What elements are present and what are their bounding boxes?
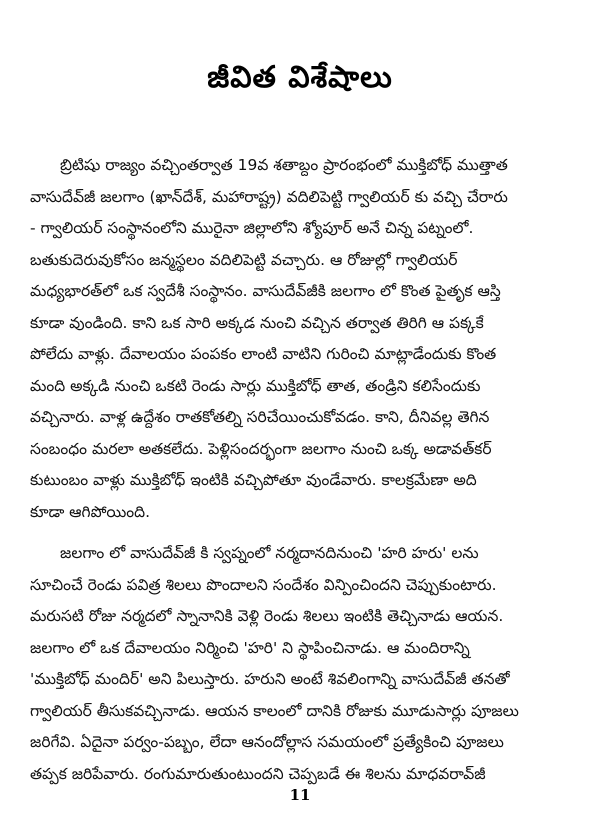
text-line: సంబంధం మరలా అతకలేదు. పెళ్లిసందర్భంగా జలగాం నుంచి ఒక్క అడావత్‌కర్ bbox=[30, 439, 492, 458]
text-line: సూచించే రెండు పవిత్ర శిలలు పొందాలని సందేశం విన్పించిందని చెప్పుకుంటారు. bbox=[30, 575, 497, 594]
text-line: జలగాం లో వాసుదేవ్‌జీ కి స్వప్నంలో నర్మదానదినుంచి 'హరి హరు' లను bbox=[60, 544, 479, 562]
text-line: వచ్చినారు. వాళ్ల ఉద్దేశం రాతకోతల్ని సరిచేయించుకోవడం. కాని, దీనివల్ల తెగిన bbox=[30, 408, 490, 426]
text-line: మంది అక్కడి నుంచి ఒకటి రెండు సార్లు ముక్తిబోధ్ తాత, తండ్రిని కలిసేందుకు bbox=[30, 376, 481, 395]
text-line: బ్రిటిషు రాజ్యం వచ్చింతర్వాత 19వ శతాబ్దం ప్రారంభంలో ముక్తిబోధ్ ముత్తాత bbox=[60, 156, 508, 174]
text-line: జరిగేవి. ఏదైనా పర్వం-పబ్బం, లేదా ఆనందోల్లాస సమయంలో ప్రత్యేకించి పూజలు bbox=[30, 733, 504, 751]
text-line: కుటుంబం వాళ్లు ముక్తిబోధ్ ఇంటికి వచ్చిపోతూ వుండేవారు. కాలక్రమేణా అది bbox=[30, 471, 477, 489]
body-text bbox=[30, 150, 570, 790]
text-line: జలగాం లో ఒక దేవాలయం నిర్మించి 'హరి' ని స్థాపించినాడు. ఆ మందిరాన్ని bbox=[30, 638, 470, 657]
text-line: గ్వాలియర్ తీసుకవచ్చినాడు. ఆయన కాలంలో దానికి రోజుకు మూడుసార్లు పూజలు bbox=[30, 701, 519, 720]
page-number: 11 bbox=[289, 786, 311, 804]
paragraph-1 bbox=[30, 150, 570, 528]
text-line: మధ్యభారత్‌లో ఒక స్వదేశీ సంస్థానం. వాసుదేవ్‌జీకి జలగాం లో కొంత పైతృక ఆస్తి bbox=[30, 282, 501, 300]
text-line: వాసుదేవ్‌జీ జలగాం (ఖాన్‌దేశ్, మహారాష్ట్ర) వదిలిపెట్టి గ్వాలియర్ కు వచ్చి చేరారు bbox=[30, 187, 508, 206]
text-line: కూడా వుండింది. కాని ఒక సారి అక్కడ నుంచి వచ్చిన తర్వాత తిరిగి ఆ పక్కకే bbox=[30, 313, 484, 332]
paragraph-2 bbox=[30, 538, 570, 790]
text-line: తప్పక జరిపేవారు. రంగుమారుతుంటుందని చెప్పబడే ఈ శిలను మాధవరావ్‌జీ bbox=[30, 764, 486, 783]
text-line: మరుసటి రోజు నర్మదలో స్నానానికి వెళ్లి రెండు శిలలు ఇంటికి తెచ్చినాడు ఆయన. bbox=[30, 607, 504, 625]
text-line: కూడా ఆగిపోయింది. bbox=[30, 502, 151, 521]
text-line: - గ్వాలియర్ సంస్థానంలోని మురైనా జిల్లాలోని శ్యోపూర్ అనే చిన్న పట్నంలో. bbox=[30, 219, 474, 237]
text-line: 'ముక్తిబోధ్ మందిర్' అని పిలుస్తారు. హరుని అంటే శివలింగాన్ని వాసుదేవ్‌జీ తనతో bbox=[30, 670, 510, 688]
text-line: పోలేదు వాళ్లు. దేవాలయం పంపకం లాంటి వాటిని గురించి మాట్లాడేందుకు కొంత bbox=[30, 345, 497, 363]
text-line: బతుకుదెరువుకోసం జన్మస్థలం వదిలిపెట్టి వచ్చారు. ఆ రోజుల్లో గ్వాలియర్ bbox=[30, 250, 458, 269]
page-title: జీవిత విశేషాలు bbox=[207, 60, 393, 95]
